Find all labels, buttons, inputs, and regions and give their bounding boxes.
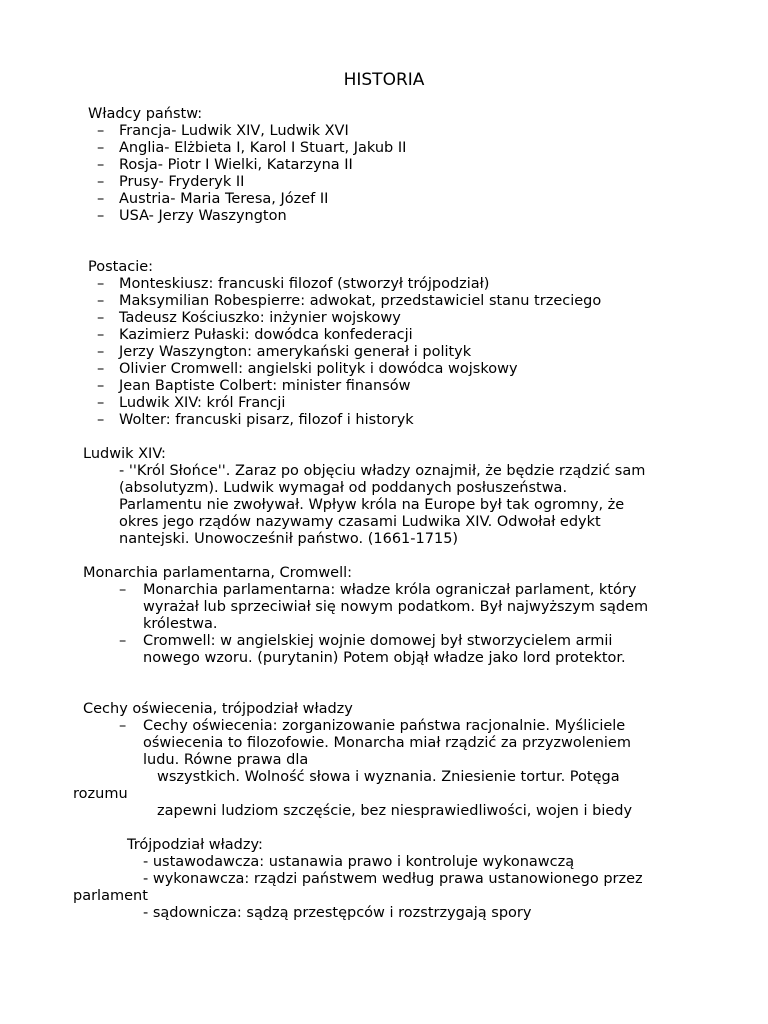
list-dash: –: [97, 344, 105, 360]
list-item-text: - ustawodawcza: ustanawia prawo i kontroluje wykonawczą: [143, 854, 575, 870]
list-dash: –: [119, 582, 127, 598]
list-item-text: Prusy- Fryderyk II: [119, 174, 245, 190]
figures-heading: Postacie:: [88, 259, 154, 275]
list-item-text: - wykonawcza: rządzi państwem według prawa ustanowionego przez: [143, 871, 643, 887]
list-item-text: Jean Baptiste Colbert: minister finansów: [119, 378, 411, 394]
list-dash: –: [97, 361, 105, 377]
list-item-text: parlament: [73, 888, 148, 904]
list-item-text: zapewni ludziom szczęście, bez niesprawiedliwości, wojen i biedy: [157, 803, 633, 819]
monarchy-heading: Monarchia parlamentarna, Cromwell:: [83, 565, 353, 581]
list-item-text: - sądownicza: sądzą przestępców i rozstrzygają spory: [143, 905, 532, 921]
list-dash: –: [97, 191, 105, 207]
list-item-text: Olivier Cromwell: angielski polityk i dowódca wojskowy: [119, 361, 518, 377]
list-dash: –: [97, 140, 105, 156]
rulers-heading: Władcy państw:: [88, 106, 203, 122]
list-item-text: Tadeusz Kościuszko: inżynier wojskowy: [119, 310, 401, 326]
list-dash: –: [119, 633, 127, 649]
list-item-text: ludu. Równe prawa dla: [143, 752, 309, 768]
list-item-text: Austria- Maria Teresa, Józef II: [119, 191, 329, 207]
list-item-text: wszystkich. Wolność słowa i wyznania. Zniesienie tortur. Potęga: [157, 769, 620, 785]
list-item-text: królestwa.: [143, 616, 218, 632]
list-item-text: rozumu: [73, 786, 128, 802]
list-item-text: Cromwell: w angielskiej wojnie domowej był stworzycielem armii: [143, 633, 613, 649]
list-dash: –: [97, 174, 105, 190]
list-item-text: Anglia- Elżbieta I, Karol I Stuart, Jakub II: [119, 140, 407, 156]
list-dash: –: [97, 412, 105, 428]
list-dash: –: [97, 310, 105, 326]
list-item-text: Kazimierz Pułaski: dowódca konfederacji: [119, 327, 413, 343]
list-item-text: Rosja- Piotr I Wielki, Katarzyna II: [119, 157, 353, 173]
paragraph-line: (absolutyzm). Ludwik wymagał od poddanych posłuszeństwa.: [119, 480, 568, 496]
list-item-text: Monteskiusz: francuski filozof (stworzył trójpodział): [119, 276, 490, 292]
list-item-text: Francja- Ludwik XIV, Ludwik XVI: [119, 123, 349, 139]
list-dash: –: [97, 293, 105, 309]
list-dash: –: [97, 123, 105, 139]
list-dash: –: [97, 157, 105, 173]
list-item-text: Maksymilian Robespierre: adwokat, przedstawiciel stanu trzeciego: [119, 293, 602, 309]
list-item-text: wyrażał lub sprzeciwiał się nowym podatkom. Był najwyższym sądem: [143, 599, 649, 615]
list-dash: –: [97, 378, 105, 394]
list-dash: –: [119, 718, 127, 734]
paragraph-line: nantejski. Unowocześnił państwo. (1661-1715): [119, 531, 459, 547]
list-dash: –: [97, 395, 105, 411]
paragraph-line: okres jego rządów nazywamy czasami Ludwika XIV. Odwołał edykt: [119, 514, 601, 530]
list-item-text: Ludwik XIV: król Francji: [119, 395, 286, 411]
enlightenment-heading: Cechy oświecenia, trójpodział władzy: [83, 701, 353, 717]
list-item-text: USA- Jerzy Waszyngton: [119, 208, 287, 224]
list-dash: –: [97, 276, 105, 292]
page-title: HISTORIA: [343, 70, 425, 90]
list-item-text: Cechy oświecenia: zorganizowanie państwa racjonalnie. Myśliciele: [143, 718, 626, 734]
list-item-text: Jerzy Waszyngton: amerykański generał i polityk: [119, 344, 472, 360]
louis-heading: Ludwik XIV:: [83, 446, 166, 462]
list-item-text: oświecenia to filozofowie. Monarcha miał rządzić za przyzwoleniem: [143, 735, 631, 751]
list-item-text: nowego wzoru. (purytanin) Potem objął władze jako lord protektor.: [143, 650, 626, 666]
list-item-text: Monarchia parlamentarna: władze króla ograniczał parlament, który: [143, 582, 637, 598]
list-dash: –: [97, 327, 105, 343]
list-item-text: Wolter: francuski pisarz, filozof i historyk: [119, 412, 414, 428]
list-dash: –: [97, 208, 105, 224]
separation-heading: Trójpodział władzy:: [127, 837, 263, 853]
paragraph-line: Parlamentu nie zwoływał. Wpływ króla na Europe był tak ogromny, że: [119, 497, 625, 513]
paragraph-line: - ''Król Słońce''. Zaraz po objęciu władzy oznajmił, że będzie rządzić sam: [119, 463, 646, 479]
